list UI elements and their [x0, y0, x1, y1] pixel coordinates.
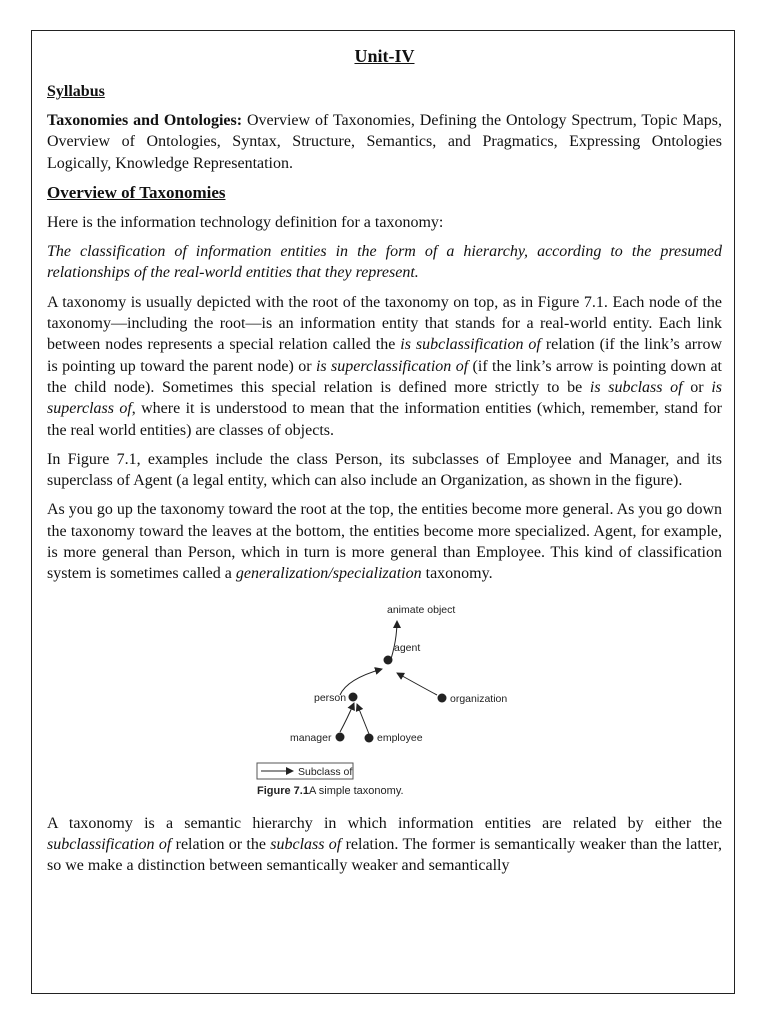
taxonomy-figure [47, 599, 722, 799]
legend-label: Subclass of [298, 765, 353, 778]
text-span: taxonomy. [421, 565, 493, 583]
text-span: (if the link’s arrow is pointing down at the child node). Sometimes this special relation is defined more strictly to be [47, 357, 723, 396]
text-span: relation. The former is semantically weaker than the latter, so we make a distinction between semantically weaker and semantically [47, 835, 723, 875]
text-span: , where it is understood to mean that the information entities (which, remember, stand for the real world entities) are classes of objects. [47, 400, 722, 439]
figure-caption-text: A simple taxonomy. [309, 784, 404, 797]
syllabus-text [47, 110, 722, 174]
label-organization: organization [450, 692, 508, 705]
label-employee: employee [377, 731, 423, 744]
paragraph-intro: Here is the information technology definition for a taxonomy: [47, 213, 444, 231]
link-employee-person [357, 704, 369, 734]
text-span: relation or the [171, 835, 271, 853]
paragraph-examples: In Figure 7.1, examples include the class Person, its subclasses of Employee and Manager, and its superclass of Agent (a legal entity, which can also include an Organization, as shown in the figure). [47, 450, 722, 490]
italic-term: is subclass of [589, 378, 683, 396]
taxonomy-diagram [47, 599, 722, 799]
syllabus-heading: Syllabus [47, 83, 105, 100]
syllabus-topic: Taxonomies and Ontologies: [47, 112, 243, 129]
paragraph-taxonomy-depiction [47, 292, 722, 441]
node-person [349, 692, 358, 701]
node-employee [365, 733, 374, 742]
italic-term: is subclassification of [400, 336, 541, 354]
italic-term: is superclassification of [315, 357, 469, 375]
syllabus-list: Overview of Taxonomies, Defining the Ontology Spectrum, Topic Maps, Overview of Ontologies, Syntax, Structure, Semantics, and Pragmatics, Expressing Ontologies Logically, Knowledge Representation. [47, 112, 722, 172]
text-span: As you go up the taxonomy toward the root at the top, the entities become more general. As you go down the taxonomy toward the leaves at the bottom, the entities become more specialized. Agent, for example, is more general than Person, which in turn is more general than Employee. This kind of classification system is sometimes called a [47, 501, 722, 583]
page-title: Unit-IV [354, 46, 415, 66]
node-organization [438, 693, 447, 702]
label-agent: agent [394, 641, 421, 654]
document-body [47, 44, 722, 885]
link-organization-agent [397, 673, 437, 695]
node-manager [336, 732, 345, 741]
paragraph-generalization [47, 499, 722, 584]
text-span: or [682, 378, 712, 396]
quote-text: The classification of information entities in the form of a hierarchy, according to the presumed relationships of the real-world entities that they represent. [47, 243, 722, 282]
italic-term: generalization/specialization [235, 565, 422, 583]
link-person-agent [340, 669, 382, 695]
italic-term: subclass of [270, 835, 342, 853]
label-animate-object: animate object [387, 603, 456, 616]
link-manager-person [340, 703, 354, 732]
section-heading: Overview of Taxonomies [47, 182, 226, 202]
text-span: relation (if the link’s arrow is pointing up toward the parent node) or [47, 336, 723, 375]
figure-caption-label: Figure 7.1 [257, 784, 309, 797]
italic-term: is superclass of [47, 378, 722, 418]
paragraph-semantic-hierarchy [47, 813, 722, 877]
label-person: person [314, 691, 347, 704]
node-agent [384, 655, 393, 664]
text-span: A taxonomy is a semantic hierarchy in which information entities are related by either the [47, 814, 722, 832]
text-span: A taxonomy is usually depicted with the root of the taxonomy on top, as in Figure 7.1. Each node of the taxonomy—including the root—is an information entity that stands for a real-world entity. Each link between nodes represents a special relation called the [47, 293, 722, 354]
label-manager: manager [290, 731, 332, 744]
definition-quote [47, 241, 722, 284]
italic-term: subclassification of [47, 835, 172, 853]
